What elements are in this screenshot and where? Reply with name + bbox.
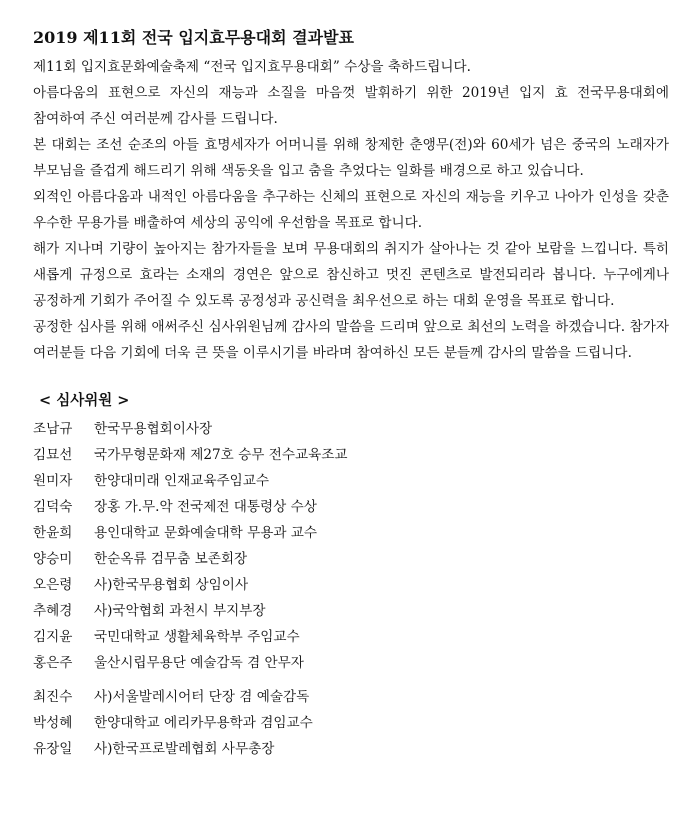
paragraph-reflection: 해가 지나며 기량이 높아지는 참가자들을 보며 무용대회의 취지가 살아나는 것 같아 보람을 느낍니다. 특히 새롭게 규정으로 효라는 소재의 경연은 앞으로 참신하고 멋진 콘텐츠로 발전되리라 봅니다. 누구에게나 공정하게 기회가 주어질 수 있도록 공정성과 공신력을 최우선으로 하는 대회 운영을 목표로 합니다.: [33, 241, 669, 309]
judge-role: 용인대학교 문화예술대학 무용과 교수: [94, 525, 318, 541]
judge-role: 사)서울발레시어터 단장 겸 예술감독: [94, 689, 310, 705]
judge-item: [33, 442, 669, 468]
paragraph-goal: 외적인 아름다움과 내적인 아름다움을 추구하는 신체의 표현으로 자신의 재능을 키우고 나아가 인성을 갖춘 우수한 무용가를 배출하여 세상의 공익에 우선함을 목표로 합니다.: [33, 189, 669, 231]
judge-name: 홍은주: [33, 655, 73, 671]
judge-item: [33, 468, 669, 494]
judge-item: [33, 736, 669, 762]
judge-role: 한양대미래 인재교육주임교수: [94, 473, 270, 489]
judge-name: 김묘선: [33, 447, 73, 463]
paragraph-closing: 공정한 심사를 위해 애써주신 심사위원님께 감사의 말씀을 드리며 앞으로 최선의 노력을 하겠습니다. 참가자 여러분들 다음 기회에 더욱 큰 뜻을 이루시기를 바라며 참여하신 모든 분들께 감사의 말씀을 드립니다.: [33, 319, 669, 361]
judge-name: 최진수: [33, 689, 73, 705]
judge-role: 한순옥류 검무춤 보존회장: [94, 551, 248, 567]
judge-item: [33, 650, 669, 676]
judge-role: 사)국악협회 과천시 부지부장: [94, 603, 266, 619]
judge-name: 박성혜: [33, 715, 73, 731]
judge-item: [33, 572, 669, 598]
paragraph-background: 본 대회는 조선 순조의 아들 효명세자가 어머니를 위해 창제한 춘앵무(전)와 60세가 넘은 중국의 노래자가 부모님을 즐겁게 해드리기 위해 색동옷을 입고 춤을 추었다는 일화를 배경으로 하고 있습니다.: [33, 137, 669, 179]
judge-role: 사)한국무용협회 상임이사: [94, 577, 249, 593]
judge-item: [33, 494, 669, 520]
document: [33, 26, 669, 762]
judges-list-continued: [33, 684, 669, 762]
section-spacer: [33, 366, 669, 388]
paragraph-thanks: 아름다움의 표현으로 자신의 재능과 소질을 마음껏 발휘하기 위한 2019년 입지 효 전국무용대회에 참여하여 주신 여러분께 감사를 드립니다.: [33, 85, 669, 127]
judges-list: [33, 416, 669, 676]
judge-name: 원미자: [33, 473, 73, 489]
judge-role: 국민대학교 생활체육학부 주임교수: [94, 629, 300, 645]
judge-item: [33, 546, 669, 572]
judge-name: 유장일: [33, 741, 73, 757]
judge-item: [33, 520, 669, 546]
judge-role: 장홍 가.무.악 전국제전 대통령상 수상: [94, 499, 317, 515]
judge-name: 김지윤: [33, 629, 73, 645]
judge-name: 김덕숙: [33, 499, 73, 515]
judge-name: 오은령: [33, 577, 73, 593]
judge-item: [33, 598, 669, 624]
judge-item: [33, 684, 669, 710]
judge-role: 한양대학교 에리카무용학과 겸임교수: [94, 715, 313, 731]
judge-role: 국가무형문화재 제27호 승무 전수교육조교: [94, 447, 348, 463]
judge-name: 추혜경: [33, 603, 73, 619]
judge-item: [33, 624, 669, 650]
judge-name: 양승미: [33, 551, 73, 567]
judge-role: 사)한국프로발레협회 사무총장: [94, 741, 275, 757]
judge-item: [33, 710, 669, 736]
judges-group-spacer: [33, 676, 669, 684]
judges-heading: < 심사위원 >: [39, 392, 130, 409]
judge-role: 한국무용협회이사장: [94, 421, 213, 437]
document-title: 2019 제11회 전국 입지효무용대회 결과발표: [33, 28, 354, 47]
judge-name: 한윤희: [33, 525, 73, 541]
judge-role: 울산시립무용단 예술감독 겸 안무자: [94, 655, 304, 671]
judge-name: 조남규: [33, 421, 73, 437]
paragraph-congratulations: 제11회 입지효문화예술축제 “전국 입지효무용대회” 수상을 축하드립니다.: [33, 59, 471, 75]
judge-item: [33, 416, 669, 442]
